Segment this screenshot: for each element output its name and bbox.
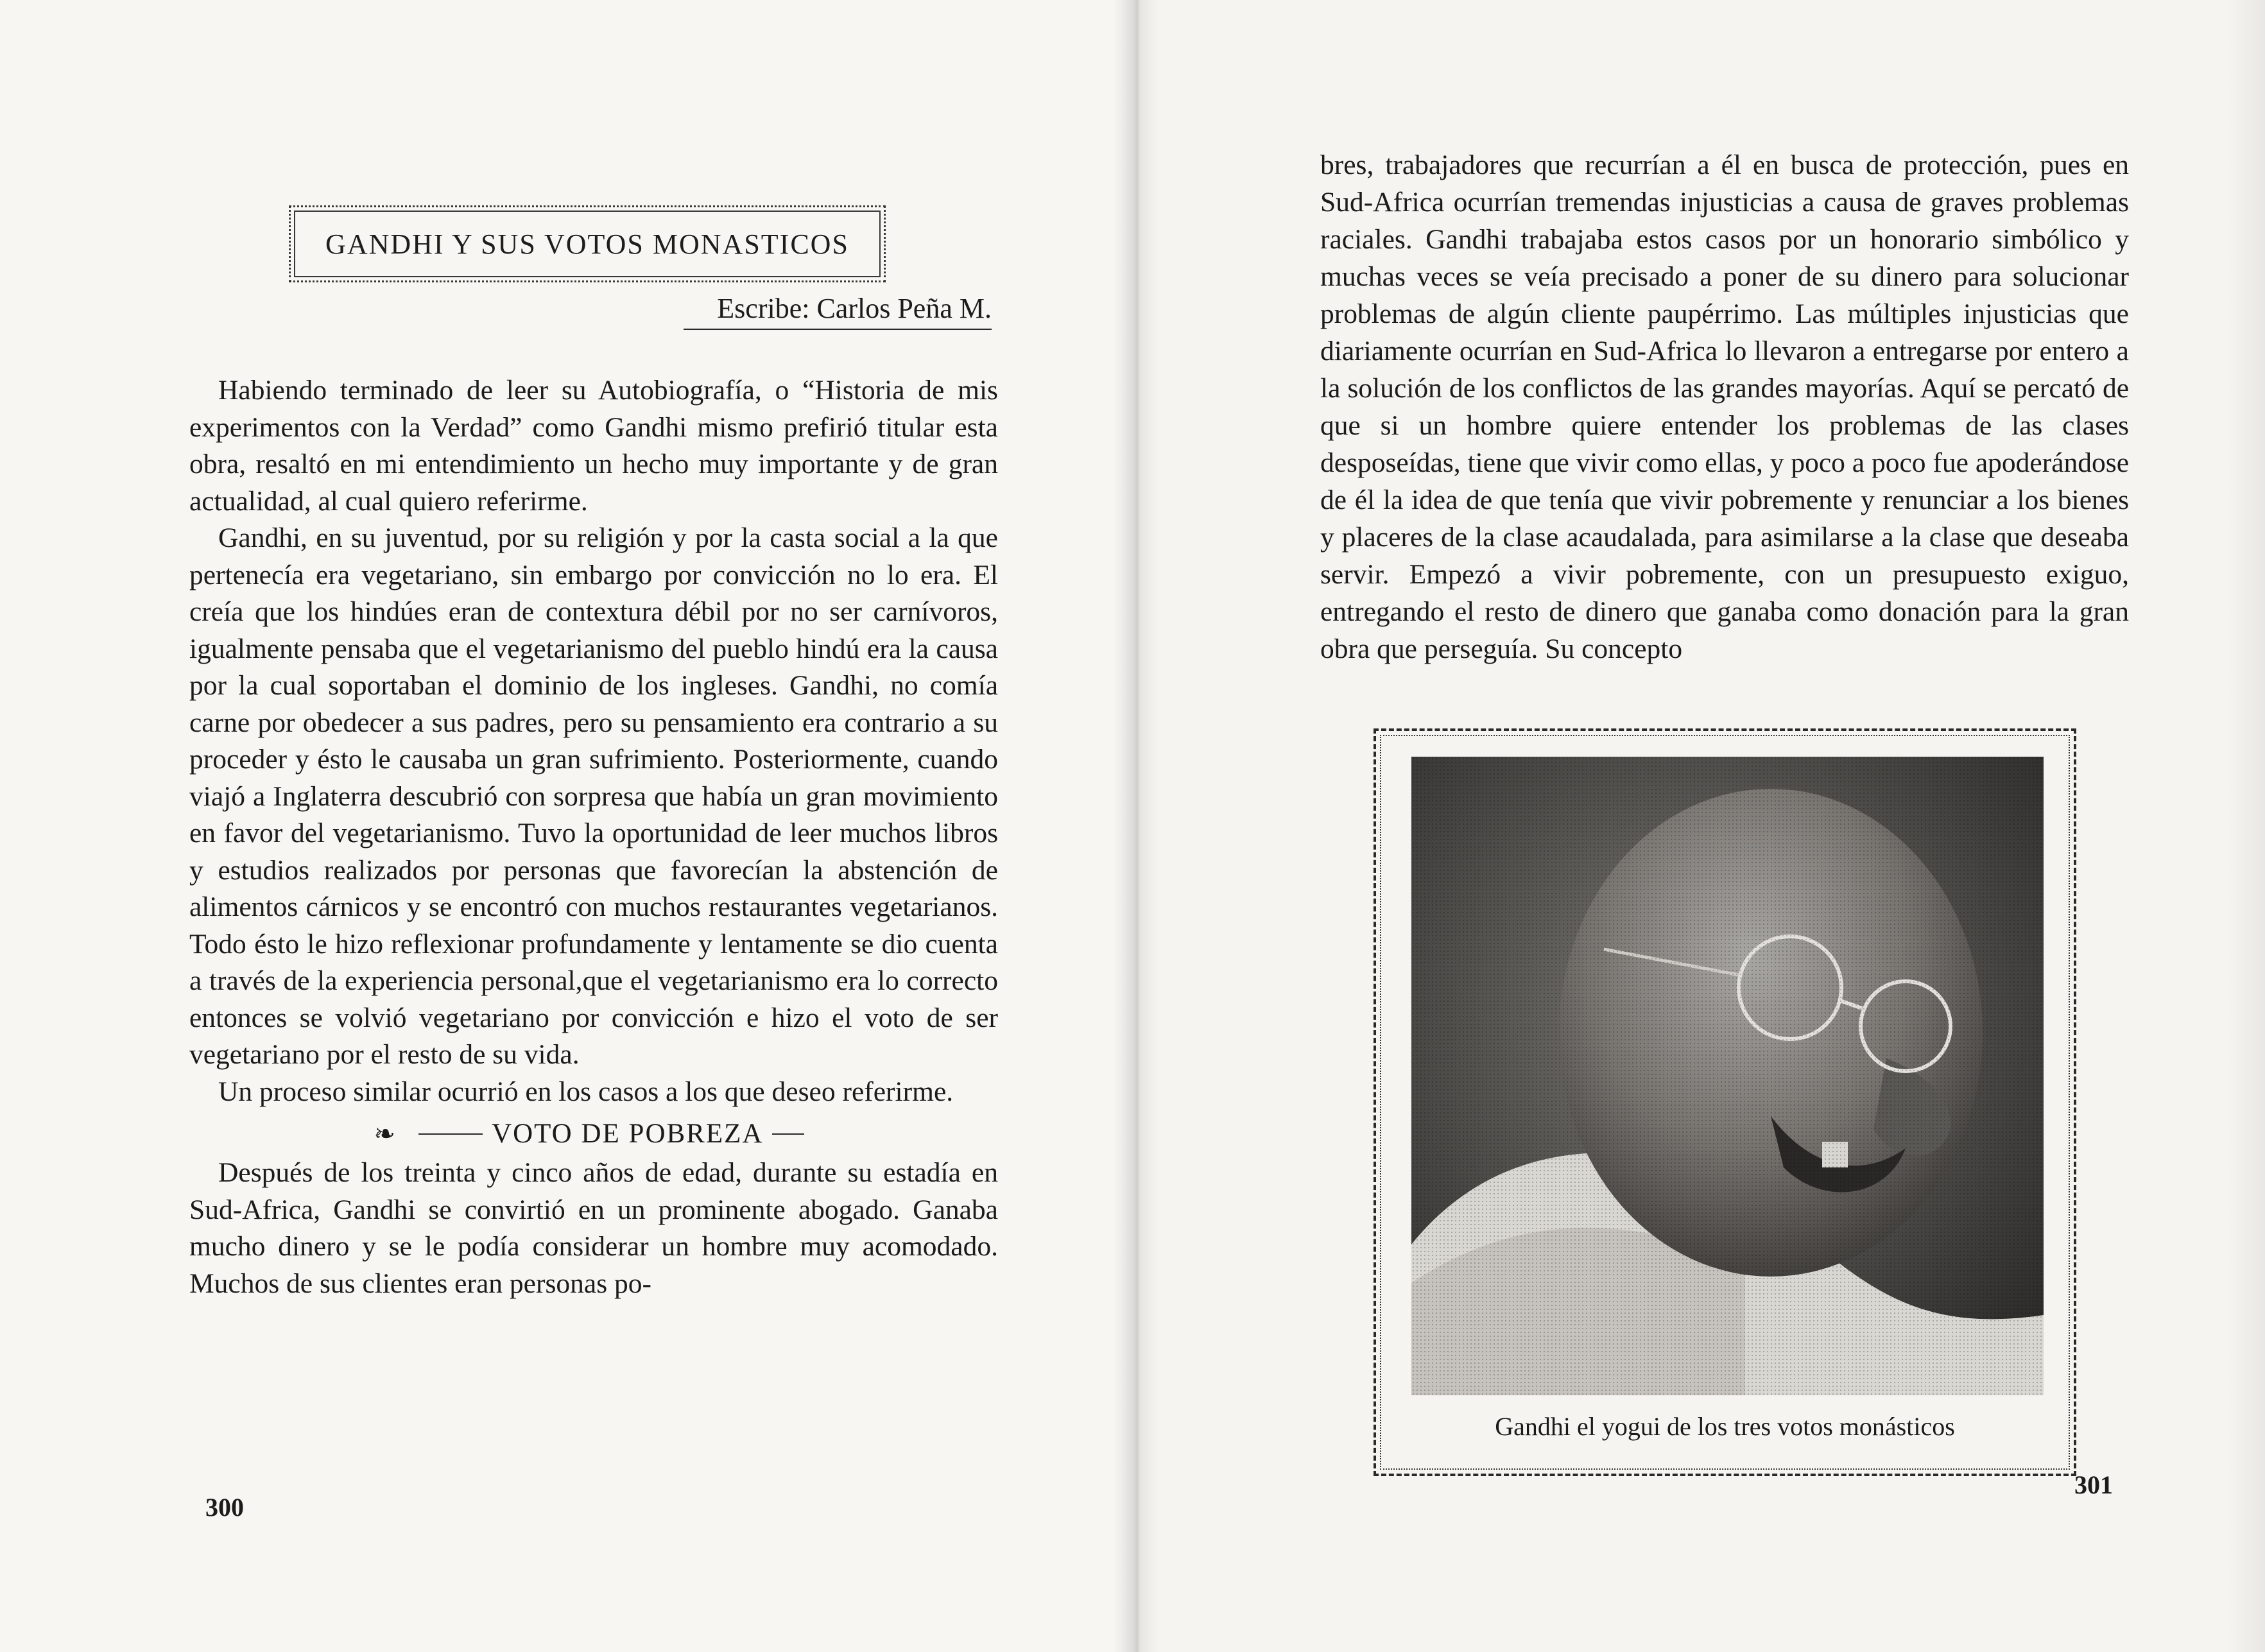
book-gutter-shadow [1114, 0, 1158, 1652]
page-number-left: 300 [205, 1493, 244, 1522]
byline: Escribe: Carlos Peña M. [684, 292, 992, 330]
title-box [289, 205, 886, 282]
page-edge-shadow [2226, 0, 2265, 1652]
page-number-right: 301 [2074, 1470, 2113, 1499]
heading-rule-right [772, 1133, 804, 1135]
paragraph-continuation: bres, trabajadores que recurrían a él en busca de protección, pues en Sud-Africa ocurrían tremendas injusticias a causa de graves problemas raciales. Gandhi trabajaba estos casos por un honorario simbólico y muchas veces se veía precisado a poner de su dinero para solucionar problemas de algún cliente paupérrimo. Las múltiples injusticias que diariamente ocurrían en Sud-Africa lo llevaron a entregarse por entero a la solución de los conflictos de las grandes mayorías. Aquí se percató de que si un hombre quiere entender los problemas de las clases desposeídas, tiene que vivir como ellas, y poco a poco fue apoderándose de él la idea de que tenía que vivir pobremente y renunciar a los bienes y placeres de la clase acaudalada, para asimilarse a la clase que deseaba servir. Empezó a vivir pobremente, con un presupuesto exiguo, entregando el resto de dinero que ganaba como donación para la gran obra que perseguía. Su concepto [1320, 150, 2129, 664]
paragraph-intro: Habiendo terminado de leer su Autobiografía, o “Historia de mis experimentos con la Verdad” como Gandhi mismo prefirió titular esta obra, resaltó en mi entendimiento un hecho muy importante y de gran actualidad, al cual quiero referirme. [189, 375, 998, 517]
photo-frame [1374, 728, 2076, 1476]
section-heading [189, 1115, 998, 1152]
photo-caption: Gandhi el yogui de los tres votos monásticos [1495, 1412, 1955, 1441]
ornament-icon: ❧ [374, 1119, 396, 1148]
paragraph-poverty: Después de los treinta y cinco años de edad, durante su estadía en Sud-Africa, Gandhi se convirtió en un prominente abogado. Ganaba mucho dinero y se le podía considerar un hombre muy acomodado. Muchos de sus clientes eran personas po- [189, 1157, 998, 1299]
paragraph-vegetarian: Gandhi, en su juventud, por su religión y por la casta social a la que pertenecía era vegetariano, sin embargo por convicción no lo era. El creía que los hindúes eran de contextura débil por no ser carnívoros, igualmente pensaba que el vegetarianismo del pueblo hindú era la causa por la cual soportaban el dominio de los ingleses. Gandhi, no comía carne por obedecer a sus padres, pero su pensamiento era contrario a su proceder y ésto le causaba un gran sufrimiento. Posteriormente, cuando viajó a Inglaterra descubrió con sorpresa que había un gran movimiento en favor del vegetarianismo. Tuvo la oportunidad de leer muchos libros y estudios realizados por personas que favorecían la abstención de alimentos cárnicos y se encontró con muchos restaurantes vegetarianos. Todo ésto le hizo reflexionar profundamente y lentamente se dio cuenta a través de la experiencia personal,que el vegetarianismo era lo correcto entonces se volvió vegetariano por convicción e hizo el voto de ser vegetariano por el resto de su vida. [189, 522, 998, 1070]
paragraph-similar: Un proceso similar ocurrió en los casos a los que deseo referirme. [218, 1076, 954, 1107]
portrait-illustration [1411, 757, 2044, 1395]
left-body-text [189, 372, 998, 1302]
article-title: GANDHI Y SUS VOTOS MONASTICOS [325, 228, 849, 260]
section-heading-label: VOTO DE POBREZA [492, 1118, 764, 1149]
left-page [0, 0, 1126, 1652]
right-body-text [1320, 146, 2129, 667]
heading-rule-left [418, 1133, 483, 1135]
gandhi-photo [1411, 757, 2044, 1395]
